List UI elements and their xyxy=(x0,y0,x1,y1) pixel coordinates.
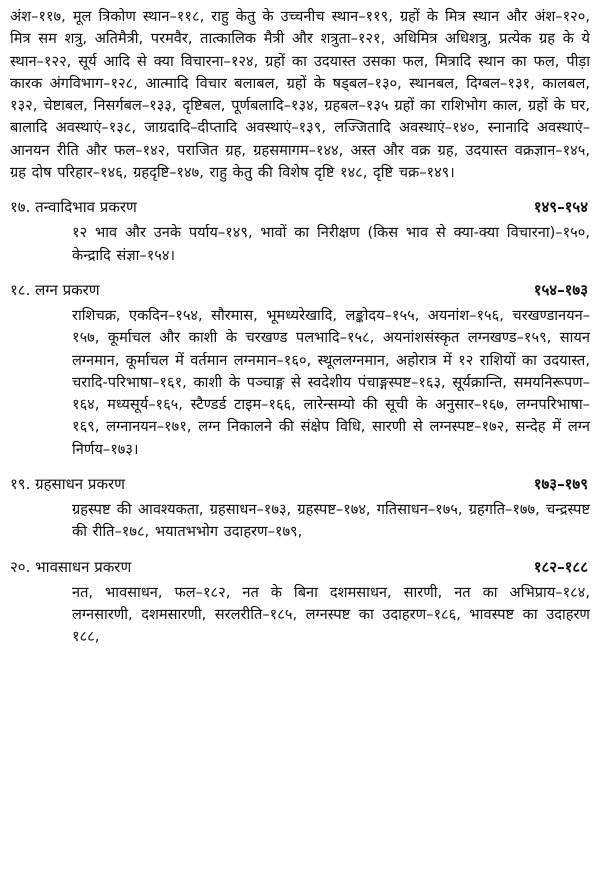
section-paragraph: नत, भावसाधन, फल–१८२, नत के बिना दशमसाधन, सारणी, नत का अभिप्राय–१८४, लग्नसारणी, दशमसारणी, सरलरीति–१८५, लग्नस्पष्ट का उदाहरण–१८६, भावस्पष्ट का उदाहरण १८८, xyxy=(72,583,590,646)
section-body xyxy=(10,582,590,649)
section-lagna xyxy=(10,279,590,461)
section-heading xyxy=(10,556,590,578)
section-paragraph: ग्रहस्पष्ट की आवश्यकता, ग्रहसाधन–१७३, ग्रहस्पष्ट–१७४, गतिसाधन–१७५, ग्रहगति–१७७, चन्द्रस्पष्ट की रीति–१७८, भयातभभोग उदाहरण–१७९, xyxy=(72,501,590,541)
section-heading xyxy=(10,473,590,495)
section-heading xyxy=(10,279,590,301)
section-heading xyxy=(10,196,590,218)
intro-paragraph: अंश–११७, मूल त्रिकोण स्थान–११८, राहु केतु के उच्चनीच स्थान–११९, ग्रहों के मित्र स्थान और अंश–१२०, मित्र सम शत्रु, अतिमैत्री, परमवैर, तात्कालिक मैत्री और शत्रुता–१२१, अधिमित्र अधिशत्रु, प्रत्येक ग्रह के ये स्थान–१२२, सूर्य आदि से क्या विचारना–१२४, ग्रहों का उदयास्त उसका फल, मित्रादि स्थान का फल, पीड़ा कारक अंगविभाग–१२८, आत्मादि विचार बलाबल, ग्रहों के षड्बल–१३०, स्थानबल, दिग्बल–१३१, कालबल, १३२, चेष्टाबल, निसर्गबल–१३३, दृष्टिबल, पूर्णबलादि–१३४, ग्रहबल–१३५ ग्रहों का राशिभोग काल, ग्रहों के घर, बालादि अवस्थाएं–१३८, जाग्रदादि–दीप्तादि अवस्थाएं–१३९, लज्जितादि अवस्थाएं–१४०, स्नानादि अवस्थाएं–आनयन रीति और फल–१४२, पराजित ग्रह, ग्रहसमागम–१४४, अस्त और वक्र ग्रह, उदयास्त वक्रज्ञान–१४५, ग्रह दोष परिहार–१४६, ग्रहदृष्टि–१४७, राहु केतु की विशेष दृष्टि १४८, दृष्टि चक्र–१४९। xyxy=(10,8,590,182)
page-range: १४९–१५४ xyxy=(533,198,588,217)
section-grahasadhan xyxy=(10,473,590,544)
page-range: १५४–१७३ xyxy=(533,280,588,299)
section-paragraph: १२ भाव और उनके पर्याय–१४९, भावों का निरीक्षण (किस भाव से क्या-क्या विचारना)–१५०, केन्द्रादि संज्ञा–१५४। xyxy=(72,224,590,264)
section-body xyxy=(10,305,590,461)
section-paragraph: राशिचक्र, एकदिन–१५४, सौरमास, भूमध्यरेखादि, लङ्कोदय–१५५, अयनांश–१५६, चरखण्डानयन–१५७, कूर्माचल और काशी के चरखण्ड पलभादि–१५८, अयनांशसंस्कृत लग्नखण्ड–१५९, सायन लग्नमान, कूर्माचल में वर्तमान लग्नमान–१६०, स्थूललग्नमान, अहोरात्र में १२ राशियों का उदयास्त, चरादि-परिभाषा–१६१, काशी के पञ्चाङ्ग से स्वदेशीय पंचाङ्गस्पष्ट–१६३, सूर्यक्रान्ति, समयनिरूपण–१६४, मध्यसूर्य–१६५, स्टैण्डर्ड टाइम–१६६, लारेन्सम्यो की सूची के अनुसार–१६७, लग्नपरिभाषा–१६९, लग्नानयन–१७१, लग्न निकालने की संक्षेप विधि, सारणी से लग्नस्पष्ट–१७२, सन्देह में लग्न निर्णय–१७३। xyxy=(72,306,590,458)
section-tanvadibhav xyxy=(10,196,590,267)
section-body xyxy=(10,499,590,544)
section-title: १८. लग्न प्रकरण xyxy=(10,280,100,299)
section-bhavasadhan xyxy=(10,556,590,649)
page-range: १७३–१७९ xyxy=(533,475,588,494)
section-body xyxy=(10,222,590,267)
section-title: १९. ग्रहसाधन प्रकरण xyxy=(10,475,125,494)
page-range: १८२–१८८ xyxy=(533,557,588,576)
section-title: २०. भावसाधन प्रकरण xyxy=(10,557,132,576)
section-title: १७. तन्वादिभाव प्रकरण xyxy=(10,198,137,217)
